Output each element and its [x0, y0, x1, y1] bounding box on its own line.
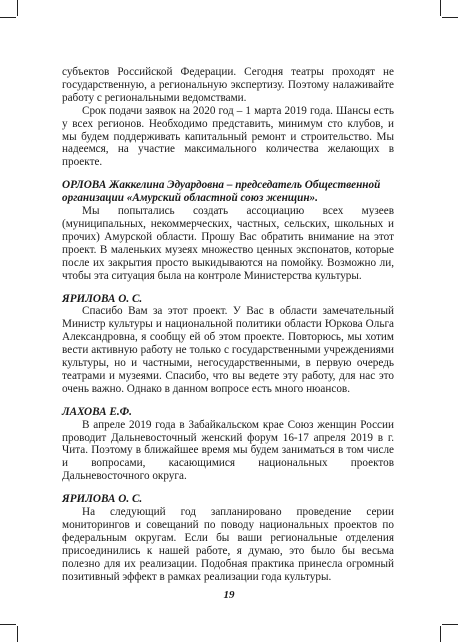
crop-mark-top-right-v — [440, 0, 441, 16]
crop-mark-top-left-h — [0, 17, 16, 18]
page-body — [62, 66, 394, 584]
crop-mark-top-right-h — [442, 17, 458, 18]
speaker-name: ЛАХОВА Е.Ф. — [62, 405, 132, 418]
crop-mark-bottom-left-h — [0, 624, 16, 625]
speaker-name: ЯРИЛОВА О. С. — [62, 292, 143, 305]
speaker-heading — [62, 493, 394, 506]
paragraph-continued: субъектов Российской Федерации. Сегодня театры проходят не государственную, а региональную экспертизу. Поэтому налаживайте работу с региональными ведомствами. — [62, 66, 394, 104]
crop-mark-top-left-v — [17, 0, 18, 16]
paragraph: Срок подачи заявок на 2020 год – 1 марта 2019 года. Шансы есть у всех регионов. Необходимо представить, минимум сто клубов, и мы будем поддерживать капитальный ремонт и строительство. Мы надеемся, на участие максимального количества желающих в проекте. — [62, 104, 394, 169]
paragraph: Спасибо Вам за этот проект. У Вас в области замечательный Министр культуры и национальной политики области Юркова Ольга Александровна, я сообщу ей об этом проекте. Повторюсь, мы хотим вести активную работу не только с государственными учреждениями культуры, но и частными, негосударственными, в первую очередь театрами и музеями. Спасибо, что вы ведете эту работу, для нас это очень важно. Однако в данном вопросе есть много нюансов. — [62, 305, 394, 395]
crop-mark-bottom-right-h — [442, 624, 458, 625]
paragraph: В апреле 2019 года в Забайкальском крае Союз женщин России проводит Дальневосточный женский форум 16-17 апреля 2019 в г. Чита. Поэтому в ближайшее время мы будем заниматься в том числе и вопросами, касающимися национальных проектов Дальневосточного округа. — [62, 418, 394, 483]
speaker-heading — [62, 406, 394, 419]
speaker-name: ЯРИЛОВА О. С. — [62, 493, 143, 506]
speaker-name: ОРЛОВА Жаккелина Эдуардовна — [62, 179, 225, 192]
page-number: 19 — [223, 589, 235, 601]
paragraph: Мы попытались создать ассоциацию всех музеев (муниципальных, некоммерческих, частных, сельских, школьных и прочих) Амурской области. Прошу Вас обратить внимание на этот проект. В маленьких музеях множество ценных экспонатов, которые после их закрытия просто выкидываются на помойку. Возможно ли, чтобы эта ситуация была на контроле Министерства культуры. — [62, 205, 394, 282]
crop-mark-bottom-left-v — [17, 626, 18, 642]
speaker-heading — [62, 179, 394, 205]
speaker-heading — [62, 293, 394, 306]
speaker-description: – председатель Общественной организации «Амурский областной союз женщин». — [62, 179, 381, 205]
crop-mark-bottom-right-v — [440, 626, 441, 642]
paragraph: На следующий год запланировано проведение серии мониторингов и совещаний по поводу национальных проектов по федеральным округам. Если бы ваши региональные отделения присоединились к нашей работе, я думаю, это было бы весьма полезно для их реализации. Подобная практика принесла огромный позитивный эффект в рамках реализации года культуры. — [62, 506, 394, 583]
